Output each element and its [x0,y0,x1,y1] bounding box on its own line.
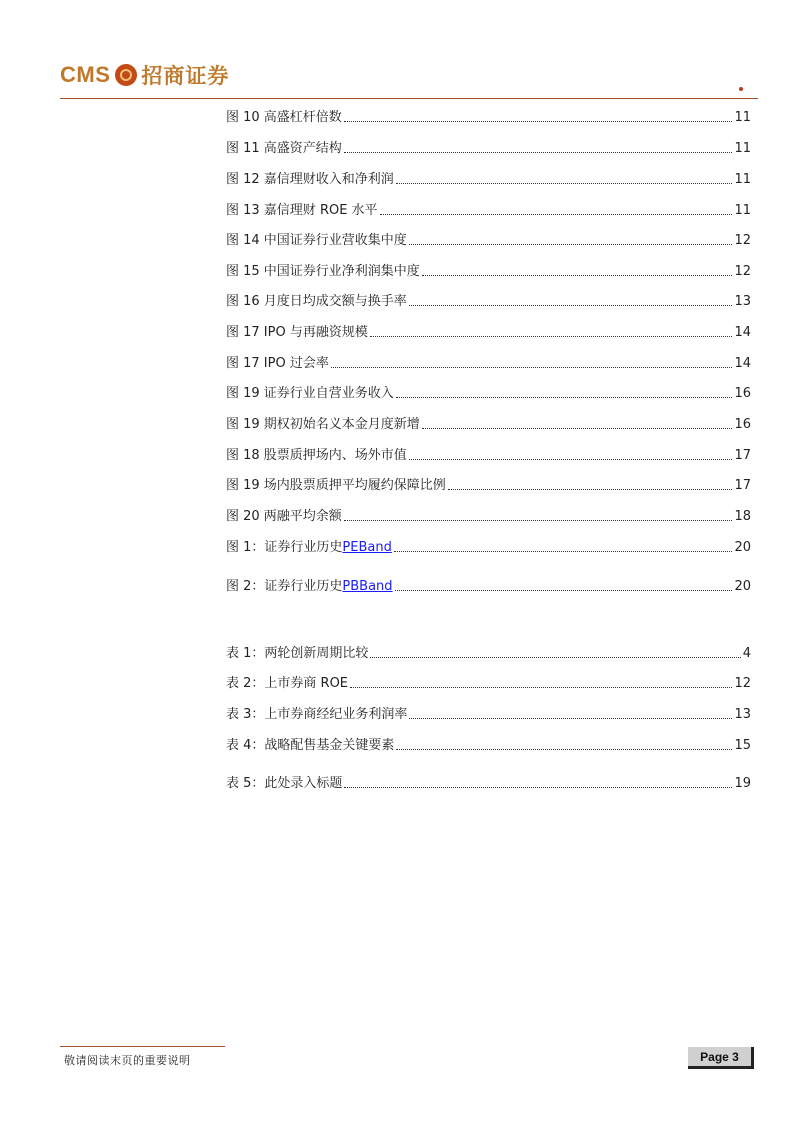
toc-entry-prefix: 图 2：证券行业历史 [226,579,343,594]
toc-entry[interactable] [226,672,751,692]
toc-entry-label: 图 14 中国证券行业营收集中度 [226,233,407,248]
toc-entry-label: 表 1：两轮创新周期比较 [226,646,369,661]
toc-entry[interactable] [226,321,751,341]
toc-entry[interactable] [226,642,751,662]
toc-entry-page: 20 [734,540,751,555]
toc-entry-label [226,579,393,595]
header-divider [60,98,758,99]
toc-entry[interactable] [226,734,751,754]
dot-leader [422,428,733,429]
toc-entry-label: 表 2：上市券商 ROE [226,676,349,691]
toc-entry-label: 图 10 高盛杠杆倍数 [226,110,342,125]
dot-leader [370,657,740,658]
toc-entry-label: 表 4：战略配售基金关键要素 [226,738,395,753]
footer-divider [60,1046,225,1047]
toc-entry[interactable] [226,444,751,464]
toc-entry-label: 图 19 证券行业自营业务收入 [226,386,394,401]
toc-entry[interactable] [226,505,751,525]
toc-entry-page: 4 [742,646,751,661]
toc-entry[interactable] [226,575,751,595]
footer-disclaimer-note: 敬请阅读末页的重要说明 [64,1054,191,1067]
toc-entry-page: 13 [734,707,751,722]
dot-leader [394,551,733,552]
toc-entry-page: 14 [734,325,751,340]
toc-entry-page: 15 [734,738,751,753]
toc-entry-label: 图 15 中国证券行业净利润集中度 [226,264,420,279]
toc-entry-label: 表 5：此处录入标题 [226,776,343,791]
toc-entry-page: 16 [734,386,751,401]
toc-entry[interactable] [226,199,751,219]
pb-band-link[interactable]: PBBand [342,579,393,594]
dot-leader [380,214,733,215]
toc-entry-label: 图 17 IPO 与再融资规模 [226,325,368,340]
toc-entry-page: 11 [734,110,751,125]
toc-entry-label: 图 12 嘉信理财收入和净利润 [226,172,394,187]
toc-entry-label: 图 11 高盛资产结构 [226,141,342,156]
dot-leader [344,520,733,521]
dot-leader [331,367,733,368]
toc-entry-page: 20 [734,579,751,594]
dot-leader [350,687,732,688]
toc-entry-page: 18 [734,509,751,524]
toc-entry[interactable] [226,260,751,280]
dot-leader [344,152,733,153]
toc-entry-page: 12 [734,676,751,691]
toc-entry[interactable] [226,168,751,188]
toc-entry[interactable] [226,229,751,249]
toc-entry-label [226,540,392,556]
toc-entry[interactable] [226,382,751,402]
toc-entry[interactable] [226,290,751,310]
toc-entry[interactable] [226,474,751,494]
toc-entry-page: 11 [734,203,751,218]
toc-entry-label: 图 20 两融平均余额 [226,509,342,524]
dot-leader [396,397,733,398]
toc-entry[interactable] [226,772,751,792]
toc-entry-page: 19 [734,776,751,791]
toc-entry[interactable] [226,536,751,556]
toc-entry[interactable] [226,137,751,157]
dot-leader [344,121,733,122]
pe-band-link[interactable]: PEBand [342,540,392,555]
logo-chinese-name: 招商证券 [141,63,230,88]
toc-entry-page: 12 [734,233,751,248]
page-number: Page 3 [688,1047,754,1069]
toc-entry-label: 图 19 期权初始名义本金月度新增 [226,417,420,432]
dot-leader [370,336,733,337]
header-dot [739,87,743,91]
dot-leader [396,183,733,184]
dot-leader [409,718,732,719]
dot-leader [448,489,733,490]
toc-entry-page: 14 [734,356,751,371]
toc-entry-label: 图 19 场内股票质押平均履约保障比例 [226,478,446,493]
toc-entry[interactable] [226,106,751,126]
dot-leader [409,459,733,460]
toc-entry-label: 图 17 IPO 过会率 [226,356,329,371]
toc-entry-page: 11 [734,172,751,187]
toc-entry[interactable] [226,413,751,433]
company-logo [60,60,229,90]
dot-leader [396,749,732,750]
toc-entry[interactable] [226,352,751,372]
toc-entry-page: 17 [734,478,751,493]
toc-entry[interactable] [226,703,751,723]
logo-emblem-icon [115,64,137,86]
dot-leader [395,590,733,591]
dot-leader [344,787,732,788]
toc-entry-page: 12 [734,264,751,279]
toc-entry-label: 图 13 嘉信理财 ROE 水平 [226,203,378,218]
dot-leader [422,275,733,276]
toc-entry-prefix: 图 1：证券行业历史 [226,540,343,555]
logo-text: CMS [60,62,111,87]
toc-entry-page: 13 [734,294,751,309]
toc-entry-label: 图 16 月度日均成交额与换手率 [226,294,407,309]
toc-entry-label: 图 18 股票质押场内、场外市值 [226,448,407,463]
dot-leader [409,244,733,245]
toc-entry-page: 11 [734,141,751,156]
toc-entry-page: 17 [734,448,751,463]
toc-entry-label: 表 3：上市券商经纪业务利润率 [226,707,408,722]
toc-entry-page: 16 [734,417,751,432]
dot-leader [409,305,733,306]
